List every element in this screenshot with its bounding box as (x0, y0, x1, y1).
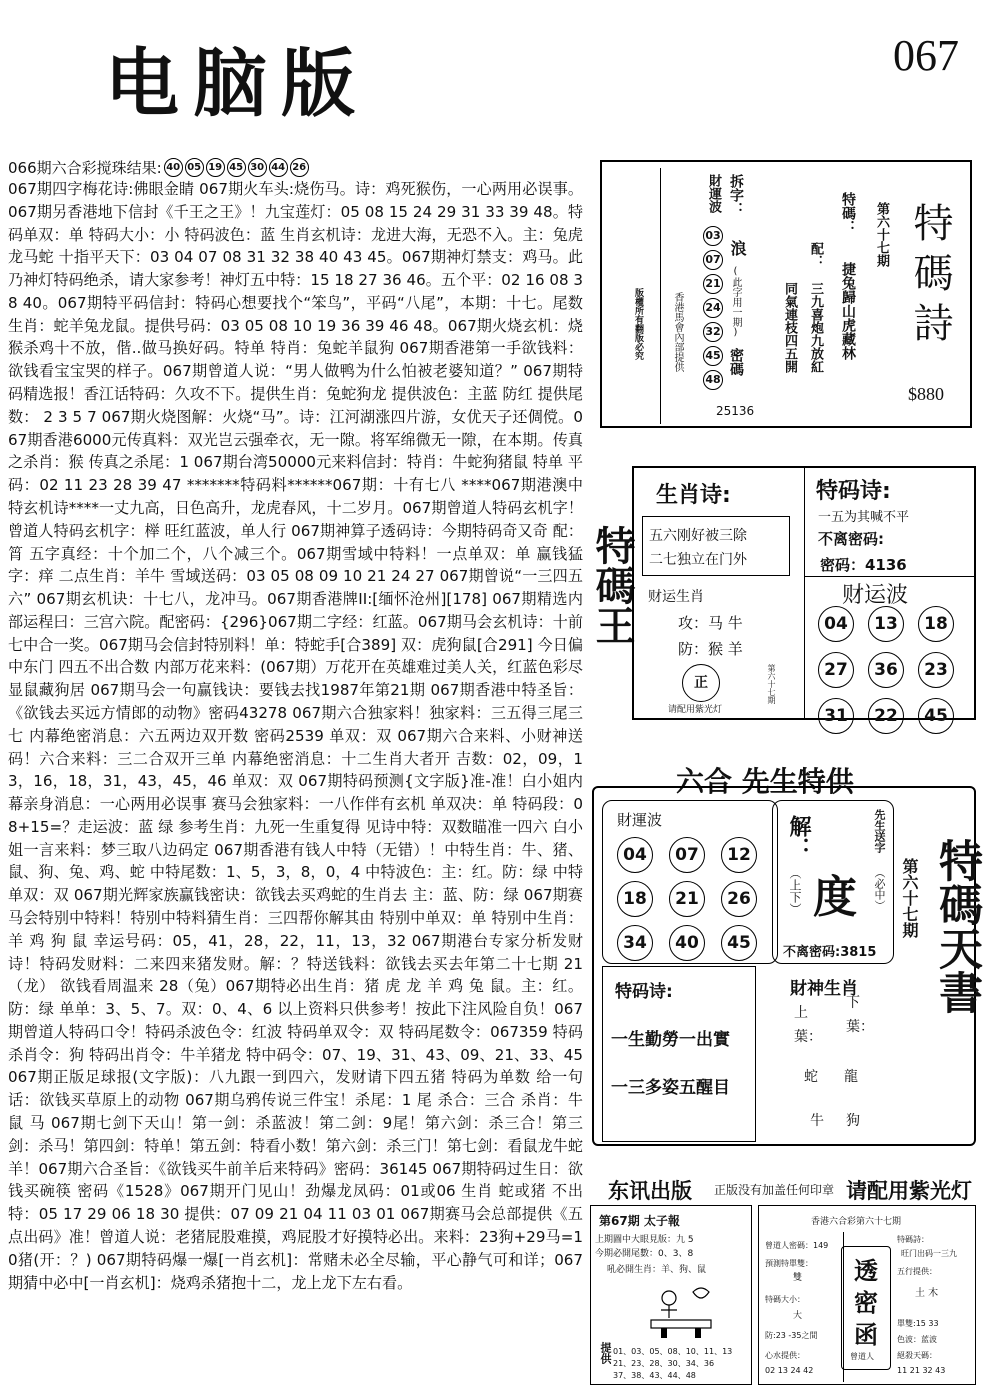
wave-ball: 23 (918, 652, 954, 688)
letter-side-1-value: 旺门出码一三九 (901, 1249, 957, 1258)
wealth-wave-label: 財運波 (706, 174, 721, 213)
uv-note: 请配用紫光灯 (846, 1179, 972, 1203)
letter-side-1: 特碼詩： (897, 1235, 929, 1244)
provide-numbers-1: 01、03、05、08、10、11、13 (613, 1347, 733, 1356)
wave-ball: 40 (669, 925, 705, 961)
wealth-god-title: 財神生肖 (790, 979, 858, 999)
letter-side-2-value: 土 木 (915, 1288, 939, 1299)
letter-row-3: 特碼大小： (765, 1295, 805, 1304)
split-secret: 密碼 (728, 348, 744, 376)
code-poem-line-2: 不离密码: (818, 530, 884, 548)
zodiac-ox: 牛 (810, 1113, 824, 1129)
up-label: 上 (794, 1005, 808, 1021)
wave-ball: 13 (868, 606, 904, 642)
result-ball: 44 (269, 158, 288, 177)
poem-line-1: 捷兔歸山虎藏林 (840, 262, 856, 360)
secret-letter-box (758, 1205, 976, 1385)
split-label: 拆字： (728, 174, 744, 216)
must-note: （必中） (873, 867, 886, 911)
sir-word-label: 先生送字 (873, 809, 886, 853)
result-ball: 26 (290, 158, 309, 177)
zodiac-poem-frame (642, 516, 790, 576)
defend-zodiac: 防：猴 羊 (678, 640, 743, 658)
wave-ball: 18 (617, 881, 653, 917)
wave-ball: 03 (703, 226, 723, 246)
wave-ball: 34 (617, 925, 653, 961)
page-title: 电脑版 (105, 41, 369, 127)
poem-line-2: 三九喜炮九放紅 (808, 282, 823, 373)
letter-side-2: 五行提供： (897, 1267, 937, 1276)
period-label: 第六十七期 (900, 858, 919, 938)
result-ball: 40 (164, 158, 183, 177)
main-article: 067期四字梅花诗:佛眼金睛 067期火车头:烧伤马。诗：鸡死猴伤，一心两用必误事。067期另香港地下信封《千王之王》！九宝莲灯：05 08 15 24 29 31 33 39 48。特码单双：单 特码大小：小 特码波色：蓝 生肖玄机诗：龙进大海，无恐不入。主：兔虎龙马蛇 十指平天下：03 04 07 08 31 32 38 40 43 45。067期神灯禁支：鸡马。此乃神灯特码绝杀，请大家参考！神灯五中特：15 18 27 36 46。五个平：02 16 08 38 40。067期特平码信封：特码心想要找个“笨鸟”，平码“八尾”，本期：十七。尾数生肖：蛇羊兔龙鼠。提供号码：03 05 08 10 19 36 39 46 48。067期火烧玄机：烧猴杀鸡十不放，偕..做马换好码。特单 特肖：兔蛇羊鼠狗 067期香港第一手欲钱料：欲钱看宝宝哭的样子。067期曾道人说：“男人做鸭为什么怕被老婆知道？” 067期特码精选报！香江话特码：久攻不下。提供生肖：兔蛇狗龙 提供波色：主蓝 防红 提供尾数： 2 3 5 7 067期火烧图解：火烧“马”。诗：江河湖涨四片游，女优天子还倜傥。067期香港6000元传真料：双光岂云强牵衣，无一隙。将军绵微无一隙，在本期。传真之杀肖：猴 传真之杀尾：1 067期台湾50000元来料信封：特肖：牛蛇狗猪鼠 特单 平码：02 11 23 28 39 47 *******特码料******067期：十有七八 ****067期港澳中特玄机诗****一丈九高，日色高升，龙虎春风，十二岁月。067期曾道人特码玄机字！曾道人特码玄机字：榉 旺红蓝波，单人行 067期神算子透码诗：今期特码奇又奇 配：筲 五字真经：十个加二个，八个减三个。067期雪域中特料！一点单双：单 赢钱猛字：痒 二点生肖：羊牛 雪域送码：03 05 08 09 10 21 24 27 067期曾说“一三四五六” 067期玄机诀：十七八，龙冲马。067期香港牌II:[缅怀沧州][178] 067期精选内部运程曰：三宫六院。配密码：{296}067期二字经：红蓝。067期马会玄机诗：十前七中合一奖。067期马会信封特别料！单：特蛇手[合389] 双：虎狗鼠[合291] 今日偏中东门 四五不出合数 内部万花来料：(067期）万花开在英雄难过美人关，红蓝色彩尽显鼠藏狗居 067期马会一句赢钱诀：要钱去找1987年第21期 067期香港中特圣旨：《欲钱去买远方情郎的动物》密码43278 067期六合独家料！独家料：三五得三尾三七 内幕绝密消息：六五两边双开数 密码2539 单双：双 067期六合来料、小财神送码！六合来料：三二合双开三单 内幕绝密消息：十二生肖大者开 吉数：02，09，13，16，18，31，43，45，46 单双：双 067期特码预测{文字版}准-准！白小姐内幕亲身消息：一心两用必误事 赛马会独家料：一八作伴有玄机 单双决：单 特码段：08+15=？走运波：蓝 绿 参考生肖：九死一生重复得 见诗中特：双数瞄准一四六 白小姐一言来料：梦三取八边码定 067期香港有钱人中特（无错）！中特生肖：牛、猪、鼠、狗、兔、鸡、蛇 中特尾数：1、5，3，8，0，4 中特波色：主：红。防：绿 中特单双：双 067期光辉家族赢钱密诀：欲钱去买鸡蛇的生肖去 主：蓝、防：绿 067期赛马会特别中特料！特别中特料猜生肖：三四帮你解其由 特别中单双：单 特别中生肖：羊 鸡 狗 鼠 幸运号码：05，41，28，22，11，13，32 067期港台专家分析发财诗！特码发财料：二来四来猪发财。解：？特送钱料：欲钱去买去年第二十七期 21（龙） 欲钱看周温来 28（兔）067期特必出生肖：猪 虎 龙 羊 鸡 兔 鼠。主：红。防：绿 单单：3、5、7。双：0、4、6 以上资料只供参考！按此下注风险自负！067期曾道人特码口令！特码杀波色令：红波 特码单双令：双 特码尾数令：067359 特码杀肖令：狗 特码出肖令：牛羊猪龙 特中码令：07、19、31、43、09、21、33、45 067期正版足球报(文字版)：八九跟一到四六，发财请下四五猪 特码为单数 给一句话：欲钱买草原上的动物 067期乌鸦传说三件宝！杀尾：1 尾 杀合：三合 杀肖：牛 鼠 马 067期七剑下天山！第一剑：杀蓝波！第二剑：9尾！第六剑：杀三合！第三剑：杀马！第四剑：特单！第五剑：特看小数！第六剑：杀三门！第七剑：看鼠龙牛蛇羊！067期六合圣旨：《欲钱买牛前羊后来特码》密码：36145 067期特码过生日：欲钱买碗筷 密码《1528》067期开门见山！劲爆龙凤码：01或06 生肖 蛇或猪 不出特：05 17 29 06 18 30 提供：07 09 21 04 11 03 01 067期赛马会总部提供《五点出码》准！曾道人说：老猪屁股难摸，鸡屁股才好摸特必出。来料：23狗+29马=10猪(开：？) 067期特码爆一爆[一肖玄机]：常赌未必全尽输，平心静气可和详；067期猜中必中[一肖玄机]：烧鸡杀猪抱十二，龙上龙下左右看。 (8, 180, 583, 1292)
code-poem-line-1: 一生勤勞一出實 (611, 1030, 730, 1050)
zodiac-dog: 狗 (846, 1113, 860, 1129)
wave-ball: 36 (868, 652, 904, 688)
box-title: 特碼詩 (907, 202, 953, 352)
wealth-wave-balls (703, 224, 723, 392)
wave-ball: 18 (918, 606, 954, 642)
poem-line-3: 同氣連枝四五開 (782, 282, 797, 373)
center-char-2: 密 (854, 1289, 878, 1317)
letter-row-5-value: 02 13 24 42 (765, 1366, 814, 1375)
prince-title: 第67期 太子報 (599, 1214, 680, 1228)
prince-paper-box (590, 1205, 752, 1385)
result-ball: 19 (206, 158, 225, 177)
side-note-copyright: 版權所有翻版必究 (633, 288, 643, 360)
wealth-wave-grid (818, 606, 968, 734)
side-banner (610, 168, 661, 424)
letter-row-3-value: 大 (793, 1311, 803, 1321)
prince-line-2: 今期必開尾數：0、3、8 (595, 1249, 694, 1259)
code-poem-title: 特码诗: (816, 479, 891, 504)
wave-ball: 45 (918, 698, 954, 734)
wave-ball: 45 (703, 346, 723, 366)
letter-header: 香港六合彩第六十七期 (811, 1217, 902, 1227)
wave-ball: 31 (818, 698, 854, 734)
result-ball: 45 (227, 158, 246, 177)
letter-row-1: 曾道人密碼：149 (765, 1241, 829, 1250)
pair-label: 配： (808, 242, 823, 268)
secret-code: 不离密码:3815 (783, 945, 877, 960)
provide-label: 提供 (599, 1342, 612, 1364)
wave-ball: 21 (703, 274, 723, 294)
split-note: (此字用一期) (730, 266, 741, 338)
wealth-wave-title: 財運波 (617, 811, 663, 829)
down-leaf-label: 葉： (846, 1019, 874, 1035)
result-ball: 05 (185, 158, 204, 177)
wealth-wave-grid (617, 837, 777, 961)
cartoon-illustration (641, 1280, 721, 1340)
letter-left-col (763, 1232, 844, 1382)
wave-ball: 04 (617, 837, 653, 873)
draw-results (8, 157, 309, 178)
letter-row-5: 心水提供： (765, 1351, 805, 1360)
letter-side-3: 單雙:15 33 (897, 1319, 939, 1328)
prince-line-1: 上期圖中大眼見版：九 5 (595, 1235, 694, 1245)
wealth-wave-title: 财运波 (842, 583, 909, 608)
wave-ball: 21 (669, 881, 705, 917)
down-label: 下 (846, 995, 860, 1011)
provide-numbers-2: 21、23、28、30、34、36 (613, 1359, 715, 1368)
center-char-1: 透 (854, 1257, 878, 1285)
jie-label: 解： (786, 815, 811, 859)
copyright-note: 正版没有加盖任何印章 (714, 1183, 835, 1197)
updown-note: （上下） (788, 867, 802, 915)
publisher: 东讯出版 (608, 1179, 692, 1203)
hint-word: 度 (813, 872, 857, 923)
price: $880 (908, 384, 944, 404)
wealth-wave-panel (602, 800, 778, 964)
code-poem-title: 特码诗: (615, 982, 673, 1002)
left-panel (634, 468, 805, 718)
provide-numbers-3: 37、38、43、44、48 (613, 1371, 696, 1380)
uv-note: 请配用紫光灯 (668, 705, 723, 715)
sir-special-box (592, 786, 982, 1146)
zodiac-snake: 蛇 (804, 1069, 818, 1085)
fortune-zodiac-title: 财运生肖 (648, 589, 704, 605)
prince-line-3: 吼必開生肖：羊、狗、鼠 (607, 1265, 707, 1275)
letter-center-stamp (841, 1246, 891, 1370)
wave-ball: 32 (703, 322, 723, 342)
special-code-king-label: 特碼王 (589, 525, 636, 645)
zodiac-poem-title: 生肖诗: (656, 483, 731, 508)
result-ball: 30 (248, 158, 267, 177)
zodiac-poem-line-1: 五六刚好被三除 (649, 528, 747, 544)
wave-ball: 45 (721, 925, 757, 961)
code-poem-line-2: 一三多姿五醒目 (611, 1078, 730, 1098)
zodiac-poem-box (632, 466, 976, 726)
wave-ball: 48 (703, 370, 723, 390)
period-label: 第六十七期 (874, 202, 889, 267)
zodiac-poem-line-2: 二七独立在门外 (649, 552, 747, 568)
stamp-seal: 正 (682, 664, 720, 702)
letter-side-5: 絕殺天碼： (897, 1351, 937, 1360)
zodiac-dragon: 龍 (844, 1069, 858, 1085)
wave-ball: 27 (818, 652, 854, 688)
letter-row-2-value: 雙 (793, 1273, 803, 1283)
period-label: 第六十七期 (767, 664, 776, 704)
attack-zodiac: 攻：马 牛 (678, 614, 743, 632)
secret-number: 25136 (716, 404, 755, 418)
code-poem-line-3: 密码：4136 (820, 556, 907, 574)
results-label: 066期六合彩搅珠结果: (8, 159, 162, 177)
signature: 曾道人 (850, 1352, 874, 1361)
up-leaf-label: 葉： (794, 1029, 822, 1045)
wave-ball: 04 (818, 606, 854, 642)
wave-ball: 07 (669, 837, 705, 873)
code-label: 特碼： (840, 192, 856, 234)
word-panel (772, 800, 894, 964)
book-title: 特碼天書 (931, 838, 982, 1014)
wave-ball: 26 (721, 881, 757, 917)
code-poem-line-1: 一五为其喊不平 (818, 510, 910, 525)
side-note-hk: 香港馬會內部提供 (672, 292, 683, 372)
special-code-poem-box (600, 160, 972, 428)
letter-row-4: 防:23 -35之間 (765, 1331, 818, 1340)
wave-ball: 12 (721, 837, 757, 873)
split-word: 浪 (728, 240, 747, 256)
letter-row-2: 預測特單雙： (765, 1259, 813, 1268)
code-poem-panel (602, 966, 756, 1142)
wave-ball: 07 (703, 250, 723, 270)
issue-number: 067 (893, 31, 959, 80)
divider (804, 576, 974, 577)
wave-ball: 24 (703, 298, 723, 318)
sir-special-heading: 六合 先生特供 (676, 765, 854, 798)
letter-side-4: 色波：蓝波 (897, 1335, 937, 1344)
center-char-3: 函 (854, 1321, 878, 1349)
letter-side-5-value: 11 21 32 43 (897, 1366, 946, 1375)
wave-ball: 22 (868, 698, 904, 734)
